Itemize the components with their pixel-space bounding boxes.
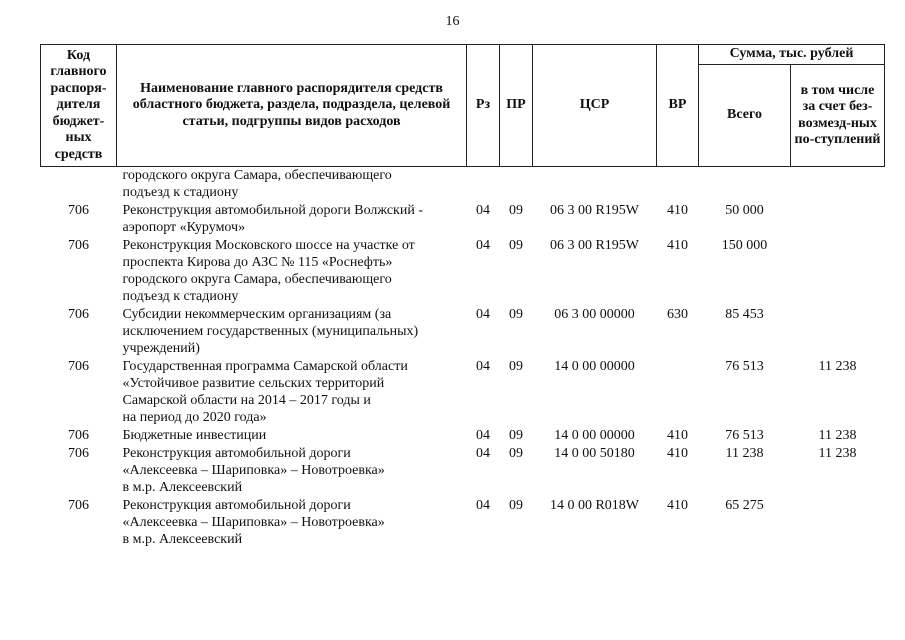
cell-name <box>117 201 467 236</box>
cell-rz: 04 <box>476 498 490 513</box>
cell-total: 76 513 <box>725 428 764 443</box>
cell-empty <box>533 167 657 202</box>
name-line: Реконструкция автомобильной дороги Волжский - <box>122 203 423 218</box>
header-total: Всего <box>699 65 791 167</box>
cell-vr: 410 <box>667 238 688 253</box>
cell-code: 706 <box>68 359 89 374</box>
name-line: в м.р. Алексеевский <box>122 532 243 547</box>
cell-gratis <box>791 236 885 305</box>
cell-total: 50 000 <box>725 203 764 218</box>
header-vr: ВР <box>657 45 699 167</box>
name-line: учреждений) <box>122 341 200 356</box>
table-header <box>41 45 885 167</box>
cell-csr: 14 0 00 R018W <box>549 498 640 513</box>
cell-rz: 04 <box>476 203 490 218</box>
cell-empty <box>791 167 885 202</box>
continuation-row <box>41 167 885 202</box>
page-number: 16 <box>445 14 460 29</box>
cell-pr: 09 <box>509 428 523 443</box>
cell-code <box>41 167 117 202</box>
cell-name <box>117 167 467 202</box>
cell-pr: 09 <box>509 238 523 253</box>
header-code: Код главного распоря-дителя бюджет-ных средств <box>41 45 117 167</box>
cell-rz: 04 <box>476 307 490 322</box>
cell-code: 706 <box>68 307 89 322</box>
name-line: Государственная программа Самарской области <box>122 359 408 374</box>
cell-empty <box>657 167 699 202</box>
cell-vr: 410 <box>667 428 688 443</box>
cell-empty <box>467 167 500 202</box>
name-line: Субсидии некоммерческим организациям (за <box>122 307 392 322</box>
cell-pr: 09 <box>509 359 523 374</box>
cell-csr: 14 0 00 50180 <box>554 446 635 461</box>
cell-pr: 09 <box>509 498 523 513</box>
cell-code: 706 <box>68 238 89 253</box>
cell-gratis: 11 238 <box>818 359 857 374</box>
cell-gratis <box>791 305 885 357</box>
cell-pr: 09 <box>509 446 523 461</box>
cell-rz: 04 <box>476 446 490 461</box>
cell-total: 85 453 <box>725 307 764 322</box>
name-line: городского округа Самара, обеспечивающего <box>122 272 392 287</box>
cell-vr <box>657 357 699 426</box>
cell-total: 65 275 <box>725 498 764 513</box>
cell-empty <box>500 167 533 202</box>
header-sum-group: Сумма, тыс. рублей <box>699 45 885 65</box>
cell-csr: 06 3 00 R195W <box>549 203 640 218</box>
header-rz: Рз <box>467 45 500 167</box>
name-line: в м.р. Алексеевский <box>122 480 243 495</box>
name-line: «Алексеевка – Шариповка» – Новотроевка» <box>122 463 385 478</box>
cell-empty <box>699 167 791 202</box>
name-line: Самарской области на 2014 – 2017 годы и <box>122 393 371 408</box>
header-gratis: в том числе за счет без-возмезд-ных по-ступлений <box>791 65 885 167</box>
name-line: Реконструкция Московского шоссе на участке от <box>122 238 415 253</box>
name-line: исключением государственных (муниципальных) <box>122 324 419 339</box>
cell-vr: 630 <box>667 307 688 322</box>
cell-csr: 06 3 00 00000 <box>554 307 635 322</box>
header-name: Наименование главного распорядителя средств областного бюджета, раздела, подраздела, целевой статьи, подгруппы видов расходов <box>117 45 467 167</box>
cell-csr: 14 0 00 00000 <box>554 359 635 374</box>
cell-rz: 04 <box>476 428 490 443</box>
cell-code: 706 <box>68 446 89 461</box>
cell-gratis: 11 238 <box>818 446 857 461</box>
cell-csr: 14 0 00 00000 <box>554 428 635 443</box>
name-line: проспекта Кирова до АЗС № 115 «Роснефть» <box>122 255 393 270</box>
table-row <box>41 444 885 496</box>
cell-name <box>117 496 467 548</box>
name-line: на период до 2020 года» <box>122 410 267 425</box>
cell-gratis: 11 238 <box>818 428 857 443</box>
cell-code: 706 <box>68 498 89 513</box>
cell-name <box>117 357 467 426</box>
cell-total: 150 000 <box>721 238 768 253</box>
table-row <box>41 236 885 305</box>
table-row <box>41 496 885 548</box>
name-line: Бюджетные инвестиции <box>122 428 267 443</box>
table-row <box>41 201 885 236</box>
cell-vr: 410 <box>667 203 688 218</box>
cell-gratis <box>791 201 885 236</box>
cell-code: 706 <box>68 428 89 443</box>
name-line: «Устойчивое развитие сельских территорий <box>122 376 385 391</box>
table-row <box>41 357 885 426</box>
header-pr: ПР <box>500 45 533 167</box>
name-line: аэропорт «Курумоч» <box>122 220 246 235</box>
cell-rz: 04 <box>476 359 490 374</box>
cell-rz: 04 <box>476 238 490 253</box>
cell-vr: 410 <box>667 498 688 513</box>
table-body <box>41 167 885 549</box>
table-row <box>41 305 885 357</box>
name-line: городского округа Самара, обеспечивающего <box>122 168 392 183</box>
cell-name <box>117 236 467 305</box>
cell-pr: 09 <box>509 307 523 322</box>
cell-name <box>117 444 467 496</box>
name-line: подъезд к стадиону <box>122 185 239 200</box>
cell-name <box>117 305 467 357</box>
name-line: Реконструкция автомобильной дороги <box>122 446 351 461</box>
cell-code: 706 <box>68 203 89 218</box>
cell-total: 76 513 <box>725 359 764 374</box>
budget-table <box>40 44 885 548</box>
cell-pr: 09 <box>509 203 523 218</box>
cell-total: 11 238 <box>725 446 764 461</box>
name-line: Реконструкция автомобильной дороги <box>122 498 351 513</box>
cell-csr: 06 3 00 R195W <box>549 238 640 253</box>
name-line: «Алексеевка – Шариповка» – Новотроевка» <box>122 515 385 530</box>
header-csr: ЦСР <box>533 45 657 167</box>
name-line: подъезд к стадиону <box>122 289 239 304</box>
cell-gratis <box>791 496 885 548</box>
cell-name <box>117 426 467 444</box>
table-row <box>41 426 885 444</box>
cell-vr: 410 <box>667 446 688 461</box>
